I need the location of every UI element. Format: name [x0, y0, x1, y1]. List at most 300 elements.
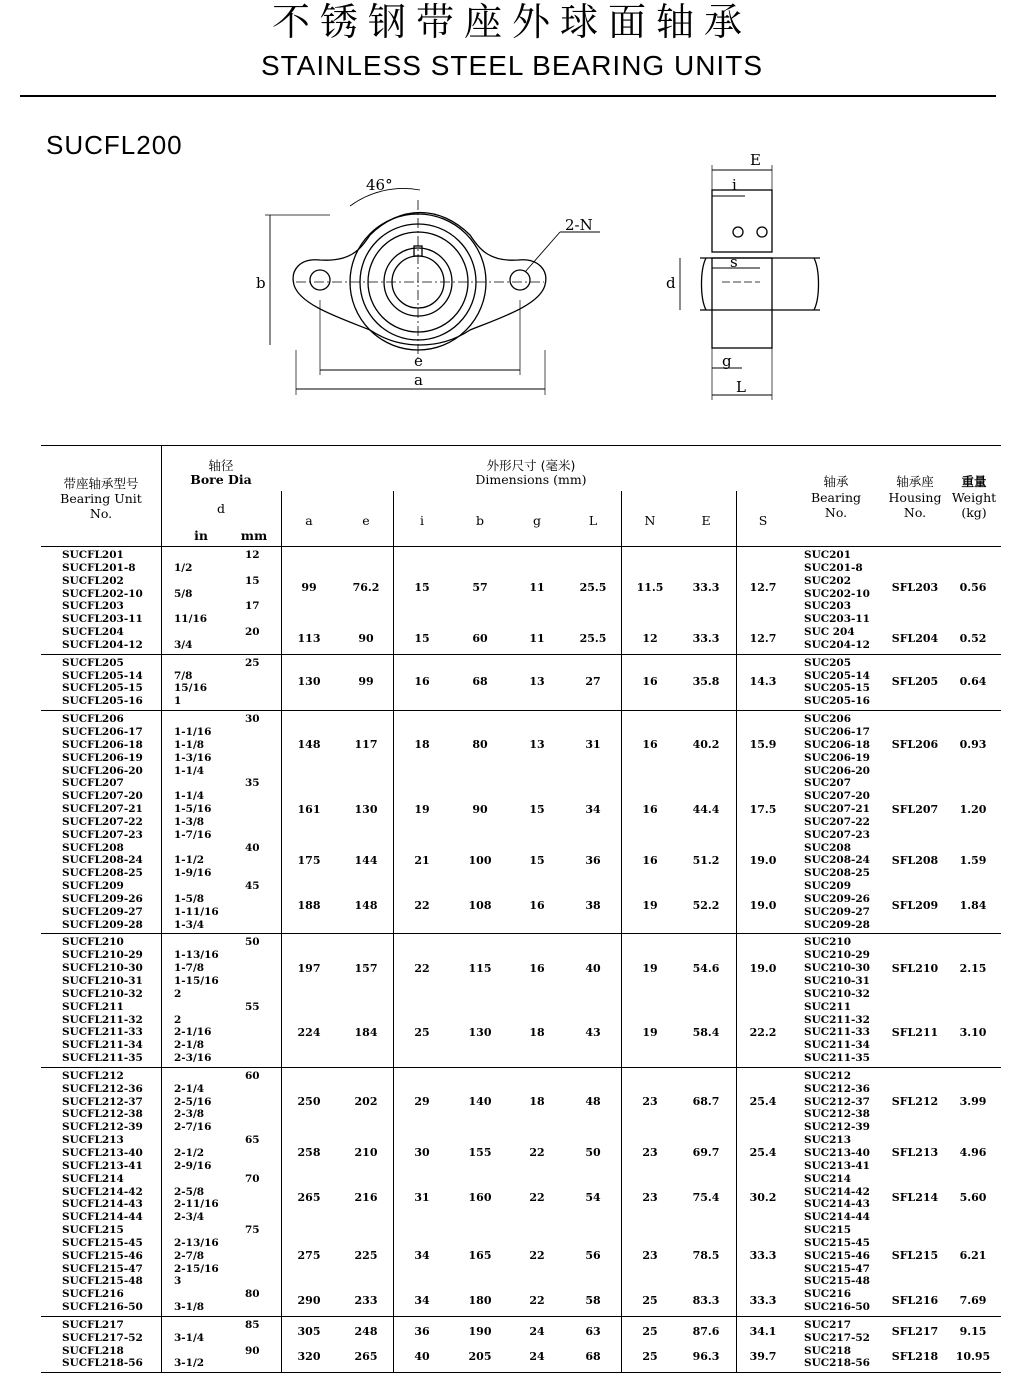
table-row — [41, 1263, 1001, 1276]
header-dim-en: Dimensions (mm) — [475, 472, 587, 487]
col-divider — [736, 547, 737, 654]
dim-housing-cell: SFL217 — [891, 1324, 939, 1338]
dim-a-cell: 130 — [297, 675, 321, 689]
dim-e-cell: 225 — [354, 1249, 378, 1263]
dim-a-cell: 197 — [297, 961, 321, 975]
unit-no-cell: SUCFL206-19 — [62, 751, 143, 764]
bearing-no-cell: SUC211-33 — [804, 1026, 870, 1039]
unit-no-cell: SUCFL207-21 — [62, 803, 143, 816]
dim-weight-cell: 1.20 — [959, 802, 987, 816]
dim-L-cell: 36 — [585, 853, 601, 867]
unit-no-cell: SUCFL201-8 — [62, 561, 136, 574]
unit-no-cell: SUCFL214-43 — [62, 1198, 143, 1211]
dim-S-cell: 19.0 — [749, 898, 777, 912]
col-divider — [736, 1317, 737, 1372]
unit-no-cell: SUCFL209-26 — [62, 892, 143, 905]
dim-a-cell: 224 — [297, 1025, 321, 1039]
col-divider — [736, 711, 737, 933]
bearing-no-cell: SUC211 — [804, 1000, 852, 1013]
angle-label: 46° — [366, 176, 393, 194]
dim-i-cell: 15 — [414, 631, 430, 645]
bore-in-cell: 1-13/16 — [174, 949, 219, 962]
dim-housing-cell: SFL215 — [891, 1249, 939, 1263]
bore-in-cell: 15/16 — [174, 682, 208, 695]
table-row — [41, 777, 1001, 790]
bore-in-cell: 1-7/16 — [174, 828, 212, 841]
col-divider — [621, 711, 622, 933]
dim-L-cell: 40 — [585, 961, 601, 975]
dim-E-cell: 69.7 — [692, 1146, 720, 1160]
bearing-no-cell: SUC208 — [804, 841, 852, 854]
page-title-en: STAINLESS STEEL BEARING UNITS — [260, 50, 763, 81]
header-dim-cn: 外形尺寸 (毫米) — [486, 458, 576, 473]
bearing-no-cell: SUC210-30 — [804, 962, 870, 975]
col-divider — [736, 491, 737, 546]
table-row — [41, 829, 1001, 842]
bearing-no-cell: SUC218-56 — [804, 1357, 870, 1370]
unit-no-cell: SUCFL211-32 — [62, 1013, 143, 1026]
unit-no-cell: SUCFL211-33 — [62, 1026, 143, 1039]
col-divider — [621, 655, 622, 710]
dim-weight-cell: 7.69 — [959, 1294, 987, 1308]
page-title-cn: 不锈钢带座外球面轴承 — [271, 0, 752, 44]
dim-i-cell: 40 — [414, 1350, 430, 1364]
col-divider — [161, 547, 162, 654]
dim-g-cell: 11 — [529, 580, 545, 594]
bearing-no-cell: SUC212-36 — [804, 1082, 870, 1095]
dim-i-cell: 15 — [414, 580, 430, 594]
bore-in-cell: 2-1/16 — [174, 1026, 212, 1039]
bore-in-cell: 1-3/16 — [174, 751, 212, 764]
dim-e-label: e — [414, 352, 423, 370]
bearing-no-cell: SUC211-35 — [804, 1052, 870, 1065]
bore-in-cell: 2-3/16 — [174, 1052, 212, 1065]
header-S: S — [758, 513, 768, 528]
dim-E-cell: 44.4 — [692, 802, 720, 816]
unit-no-cell: SUCFL208 — [62, 841, 124, 854]
bearing-no-cell: SUC209-28 — [804, 918, 870, 931]
dim-housing-cell: SFL213 — [891, 1146, 939, 1160]
bearing-no-cell: SUC214-42 — [804, 1185, 870, 1198]
dim-s-label: s — [730, 253, 738, 271]
bore-mm-cell: 17 — [245, 600, 260, 613]
table-row — [41, 1108, 1001, 1121]
bore-in-cell: 2 — [174, 1013, 182, 1026]
bore-in-cell: 2-1/4 — [174, 1082, 205, 1095]
dim-L-cell: 25.5 — [579, 580, 607, 594]
bore-in-cell: 2-7/16 — [174, 1121, 212, 1134]
bearing-no-cell: SUC 204 — [804, 626, 855, 639]
dim-S-cell: 14.3 — [749, 675, 777, 689]
bearing-no-cell: SUC212-37 — [804, 1095, 870, 1108]
bore-in-cell: 3-1/4 — [174, 1331, 205, 1344]
bearing-no-cell: SUC206-19 — [804, 751, 870, 764]
bore-in-cell: 1-1/2 — [174, 854, 205, 867]
dim-N-cell: 11.5 — [636, 580, 664, 594]
bore-in-cell: 3/4 — [174, 638, 193, 651]
dim-weight-cell: 3.99 — [959, 1095, 987, 1109]
bearing-no-cell: SUC215 — [804, 1224, 852, 1237]
dim-b-cell: 57 — [472, 580, 488, 594]
dim-g-cell: 15 — [529, 802, 545, 816]
bearing-no-cell: SUC210-31 — [804, 975, 870, 987]
dim-E-cell: 96.3 — [692, 1350, 720, 1364]
dim-S-cell: 22.2 — [749, 1025, 777, 1039]
table-row — [41, 1224, 1001, 1237]
bore-mm-cell: 30 — [245, 713, 260, 726]
bearing-no-cell: SUC204-12 — [804, 638, 870, 651]
dim-a-cell: 175 — [297, 853, 321, 867]
table-row — [41, 867, 1001, 880]
dim-S-cell: 19.0 — [749, 961, 777, 975]
bore-in-cell: 1-1/8 — [174, 738, 205, 751]
dim-E-cell: 58.4 — [692, 1025, 720, 1039]
unit-no-cell: SUCFL214-42 — [62, 1185, 143, 1198]
series-title: SUCFL200 — [46, 130, 183, 160]
dim-a-cell: 161 — [297, 802, 321, 816]
dim-g-cell: 11 — [529, 631, 545, 645]
dim-a-cell: 275 — [297, 1249, 321, 1263]
bearing-no-cell: SUC207 — [804, 777, 852, 790]
unit-no-cell: SUCFL205-16 — [62, 695, 143, 708]
bore-mm-cell: 50 — [245, 936, 260, 949]
bore-mm-cell: 35 — [245, 777, 260, 790]
unit-no-cell: SUCFL209-27 — [62, 905, 143, 918]
bore-in-cell: 11/16 — [174, 613, 208, 626]
header-weight-en: Weight — [951, 490, 997, 505]
bearing-no-cell: SUC208-25 — [804, 867, 870, 880]
dim-weight-cell: 0.64 — [959, 675, 987, 689]
bearing-no-cell: SUC215-46 — [804, 1249, 870, 1262]
unit-no-cell: SUCFL201 — [62, 549, 124, 561]
bore-in-cell: 2-13/16 — [174, 1236, 219, 1249]
bearing-no-cell: SUC212-38 — [804, 1108, 870, 1121]
bearing-no-cell: SUC202 — [804, 574, 852, 587]
table-row — [41, 713, 1001, 726]
dim-L-cell: 31 — [585, 738, 601, 752]
dim-b-cell: 140 — [468, 1095, 492, 1109]
dim-housing-cell: SFL206 — [891, 738, 939, 752]
col-divider — [736, 1068, 737, 1316]
dim-i-cell: 22 — [414, 961, 430, 975]
bore-in-cell: 3-1/8 — [174, 1301, 205, 1314]
dim-weight-cell: 0.52 — [959, 631, 987, 645]
unit-no-cell: SUCFL218 — [62, 1344, 124, 1357]
bore-in-cell: 2-15/16 — [174, 1262, 219, 1275]
bore-mm-cell: 85 — [245, 1318, 260, 1331]
bearing-no-cell: SUC208-24 — [804, 854, 870, 867]
header-e: e — [362, 513, 370, 528]
dim-housing-cell: SFL216 — [891, 1294, 939, 1308]
dim-weight-cell: 1.84 — [959, 898, 987, 912]
col-divider — [393, 655, 394, 710]
dim-i-cell: 18 — [414, 738, 430, 752]
table-group — [41, 1317, 1001, 1373]
dim-e-cell: 117 — [354, 738, 378, 752]
bore-in-cell: 1-5/16 — [174, 803, 212, 816]
bearing-no-cell: SUC207-20 — [804, 790, 870, 803]
dim-housing-cell: SFL208 — [891, 853, 939, 867]
dim-b-cell: 115 — [468, 961, 492, 975]
col-divider — [736, 655, 737, 710]
unit-no-cell: SUCFL207-22 — [62, 815, 143, 828]
dim-a-cell: 188 — [297, 898, 321, 912]
unit-no-cell: SUCFL211 — [62, 1000, 124, 1013]
dim-b-cell: 165 — [468, 1249, 492, 1263]
table-row — [41, 919, 1001, 932]
dim-b-cell: 180 — [468, 1294, 492, 1308]
unit-no-cell: SUCFL215-47 — [62, 1262, 143, 1275]
bore-in-cell: 5/8 — [174, 587, 193, 600]
unit-no-cell: SUCFL205-15 — [62, 682, 143, 695]
bore-in-cell: 2-5/8 — [174, 1185, 205, 1198]
header-b: b — [475, 513, 484, 528]
bore-in-cell: 2-11/16 — [174, 1198, 219, 1211]
header-housing-en: Housing — [888, 490, 942, 505]
bore-mm-cell: 65 — [245, 1134, 260, 1147]
bearing-no-cell: SUC218 — [804, 1344, 852, 1357]
title-divider — [20, 95, 996, 97]
bearing-no-cell: SUC205-14 — [804, 669, 870, 682]
dim-e-cell: 130 — [354, 802, 378, 816]
dim-g-cell: 24 — [529, 1350, 545, 1364]
dim-g-cell: 22 — [529, 1191, 545, 1205]
holes-label: 2-N — [565, 216, 593, 234]
bore-in-cell: 3-1/2 — [174, 1357, 205, 1370]
dim-L-cell: 27 — [585, 675, 601, 689]
table-row — [41, 1083, 1001, 1096]
bearing-no-cell: SUC206-18 — [804, 738, 870, 751]
dim-g-label: g — [722, 352, 732, 370]
table-body — [41, 547, 1001, 1373]
dim-weight-cell: 1.59 — [959, 853, 987, 867]
table-row — [41, 988, 1001, 1001]
bore-in-cell: 1/2 — [174, 561, 193, 574]
col-divider — [281, 547, 282, 654]
bearing-no-cell: SUC213 — [804, 1134, 852, 1147]
dim-E-cell: 54.6 — [692, 961, 720, 975]
col-divider — [393, 1068, 394, 1316]
dim-g-cell: 22 — [529, 1294, 545, 1308]
dim-S-cell: 25.4 — [749, 1095, 777, 1109]
dim-housing-cell: SFL204 — [891, 631, 939, 645]
bearing-no-cell: SUC209-27 — [804, 905, 870, 918]
header-E: E — [701, 513, 711, 528]
bore-mm-cell: 80 — [245, 1288, 260, 1301]
dim-b-cell: 130 — [468, 1025, 492, 1039]
col-divider — [621, 547, 622, 654]
header-unit-cn: 带座轴承型号 — [63, 476, 139, 491]
dim-E-label: E — [750, 151, 761, 169]
unit-no-cell: SUCFL211-34 — [62, 1039, 143, 1052]
dim-e-cell: 210 — [354, 1146, 378, 1160]
unit-no-cell: SUCFL207-20 — [62, 790, 143, 803]
col-divider — [161, 446, 162, 546]
bore-in-cell: 1-7/8 — [174, 962, 205, 975]
dim-weight-cell: 9.15 — [959, 1324, 987, 1338]
col-divider — [621, 1068, 622, 1316]
unit-no-cell: SUCFL205-14 — [62, 669, 143, 682]
bearing-no-cell: SUC216 — [804, 1288, 852, 1301]
dim-g-cell: 22 — [529, 1249, 545, 1263]
dim-e-cell: 76.2 — [352, 580, 380, 594]
header-unit-en: Bearing Unit — [60, 491, 142, 506]
bearing-no-cell: SUC203-11 — [804, 613, 870, 626]
table-row — [41, 1001, 1001, 1014]
dim-S-cell: 33.3 — [749, 1249, 777, 1263]
bearing-no-cell: SUC210-29 — [804, 949, 870, 962]
dim-i-cell: 21 — [414, 853, 430, 867]
header-housing-cn: 轴承座 — [896, 474, 934, 489]
bore-in-cell: 1-15/16 — [174, 975, 219, 987]
col-divider — [161, 655, 162, 710]
dim-housing-cell: SFL209 — [891, 898, 939, 912]
header-bearing-en: Bearing — [810, 490, 862, 505]
header-bearing-no: No. — [824, 505, 848, 520]
col-divider — [281, 1068, 282, 1316]
bearing-no-cell: SUC207-23 — [804, 828, 870, 841]
table-row — [41, 790, 1001, 803]
bearing-no-cell: SUC201 — [804, 549, 852, 561]
table-row — [41, 842, 1001, 855]
dim-b-cell: 80 — [472, 738, 488, 752]
unit-no-cell: SUCFL205 — [62, 656, 124, 669]
dim-L-cell: 50 — [585, 1146, 601, 1160]
col-divider — [281, 1317, 282, 1372]
bore-in-cell: 7/8 — [174, 669, 193, 682]
table-row — [41, 1121, 1001, 1134]
dim-i-cell: 30 — [414, 1146, 430, 1160]
bore-in-cell: 2-3/8 — [174, 1108, 205, 1121]
unit-no-cell: SUCFL212-36 — [62, 1082, 143, 1095]
col-divider — [281, 934, 282, 1066]
unit-no-cell: SUCFL209-28 — [62, 918, 143, 931]
bearing-no-cell: SUC205 — [804, 656, 852, 669]
dim-e-cell: 233 — [354, 1294, 378, 1308]
dim-L-cell: 63 — [585, 1324, 601, 1338]
dim-housing-cell: SFL207 — [891, 802, 939, 816]
dim-N-cell: 19 — [642, 961, 658, 975]
table-row — [41, 880, 1001, 893]
table-row — [41, 1275, 1001, 1288]
unit-no-cell: SUCFL211-35 — [62, 1052, 143, 1065]
dim-N-cell: 25 — [642, 1350, 658, 1364]
unit-no-cell: SUCFL210-31 — [62, 975, 143, 987]
dim-E-cell: 87.6 — [692, 1324, 720, 1338]
dim-housing-cell: SFL203 — [891, 580, 939, 594]
dim-N-cell: 12 — [642, 631, 658, 645]
unit-no-cell: SUCFL210-32 — [62, 987, 143, 1000]
col-divider — [393, 491, 394, 546]
dim-S-cell: 19.0 — [749, 853, 777, 867]
dim-N-cell: 25 — [642, 1294, 658, 1308]
col-divider — [161, 711, 162, 933]
table-row — [41, 765, 1001, 778]
col-divider — [621, 491, 622, 546]
dim-i-cell: 22 — [414, 898, 430, 912]
unit-no-cell: SUCFL203-11 — [62, 613, 143, 626]
unit-no-cell: SUCFL217-52 — [62, 1331, 143, 1344]
dim-i-label: i — [732, 176, 737, 194]
dim-N-cell: 23 — [642, 1191, 658, 1205]
dim-E-cell: 35.8 — [692, 675, 720, 689]
dim-b-label: b — [256, 274, 266, 292]
bearing-no-cell: SUC211-34 — [804, 1039, 870, 1052]
header-i: i — [420, 513, 424, 528]
dim-L-cell: 38 — [585, 898, 601, 912]
dim-housing-cell: SFL211 — [891, 1025, 939, 1039]
bore-mm-cell: 25 — [245, 656, 260, 669]
bearing-no-cell: SUC209 — [804, 880, 852, 893]
bore-in-cell: 2 — [174, 987, 182, 1000]
unit-no-cell: SUCFL204-12 — [62, 638, 143, 651]
bore-mm-cell: 70 — [245, 1172, 260, 1185]
dim-housing-cell: SFL205 — [891, 675, 939, 689]
bearing-no-cell: SUC205-15 — [804, 682, 870, 695]
bearing-no-cell: SUC214-43 — [804, 1198, 870, 1211]
bore-in-cell: 2-7/8 — [174, 1249, 205, 1262]
dim-housing-cell: SFL218 — [891, 1350, 939, 1364]
dim-g-cell: 13 — [529, 675, 545, 689]
table-row — [41, 1211, 1001, 1224]
bearing-unit-drawing — [0, 150, 1024, 410]
header-g: g — [532, 513, 541, 528]
dim-b-cell: 90 — [472, 802, 488, 816]
unit-no-cell: SUCFL213 — [62, 1134, 124, 1147]
dim-a-cell: 99 — [301, 580, 317, 594]
dim-N-cell: 16 — [642, 802, 658, 816]
bore-in-cell: 1 — [174, 695, 182, 708]
dim-weight-cell: 0.56 — [959, 580, 987, 594]
table-row — [41, 975, 1001, 988]
bore-in-cell: 2-9/16 — [174, 1159, 212, 1172]
bore-in-cell: 1-1/16 — [174, 725, 212, 738]
dim-g-cell: 16 — [529, 898, 545, 912]
table-group — [41, 1068, 1001, 1317]
bore-mm-cell: 75 — [245, 1224, 260, 1237]
bearing-no-cell: SUC213-41 — [804, 1159, 870, 1172]
unit-no-cell: SUCFL206-20 — [62, 764, 143, 777]
dim-e-cell: 216 — [354, 1191, 378, 1205]
dim-S-cell: 33.3 — [749, 1294, 777, 1308]
dim-b-cell: 155 — [468, 1146, 492, 1160]
header-mm: mm — [240, 528, 268, 543]
bore-in-cell: 1-5/8 — [174, 892, 205, 905]
dim-i-cell: 34 — [414, 1294, 430, 1308]
dim-L-label: L — [736, 378, 746, 396]
col-divider — [281, 491, 282, 546]
dim-E-cell: 51.2 — [692, 853, 720, 867]
unit-no-cell: SUCFL206 — [62, 713, 124, 726]
side-view — [680, 165, 820, 400]
dim-b-cell: 160 — [468, 1191, 492, 1205]
bore-mm-cell: 55 — [245, 1000, 260, 1013]
dim-g-cell: 24 — [529, 1324, 545, 1338]
bore-mm-cell: 40 — [245, 841, 260, 854]
bearing-no-cell: SUC209-26 — [804, 892, 870, 905]
table-row — [41, 1014, 1001, 1027]
table-row — [41, 1039, 1001, 1052]
unit-no-cell: SUCFL208-24 — [62, 854, 143, 867]
dim-g-cell: 18 — [529, 1095, 545, 1109]
table-row — [41, 1237, 1001, 1250]
dim-i-cell: 19 — [414, 802, 430, 816]
dim-a-cell: 305 — [297, 1324, 321, 1338]
dim-e-cell: 90 — [358, 631, 374, 645]
dim-E-cell: 40.2 — [692, 738, 720, 752]
unit-no-cell: SUCFL207 — [62, 777, 124, 790]
bore-in-cell: 2-5/16 — [174, 1095, 212, 1108]
